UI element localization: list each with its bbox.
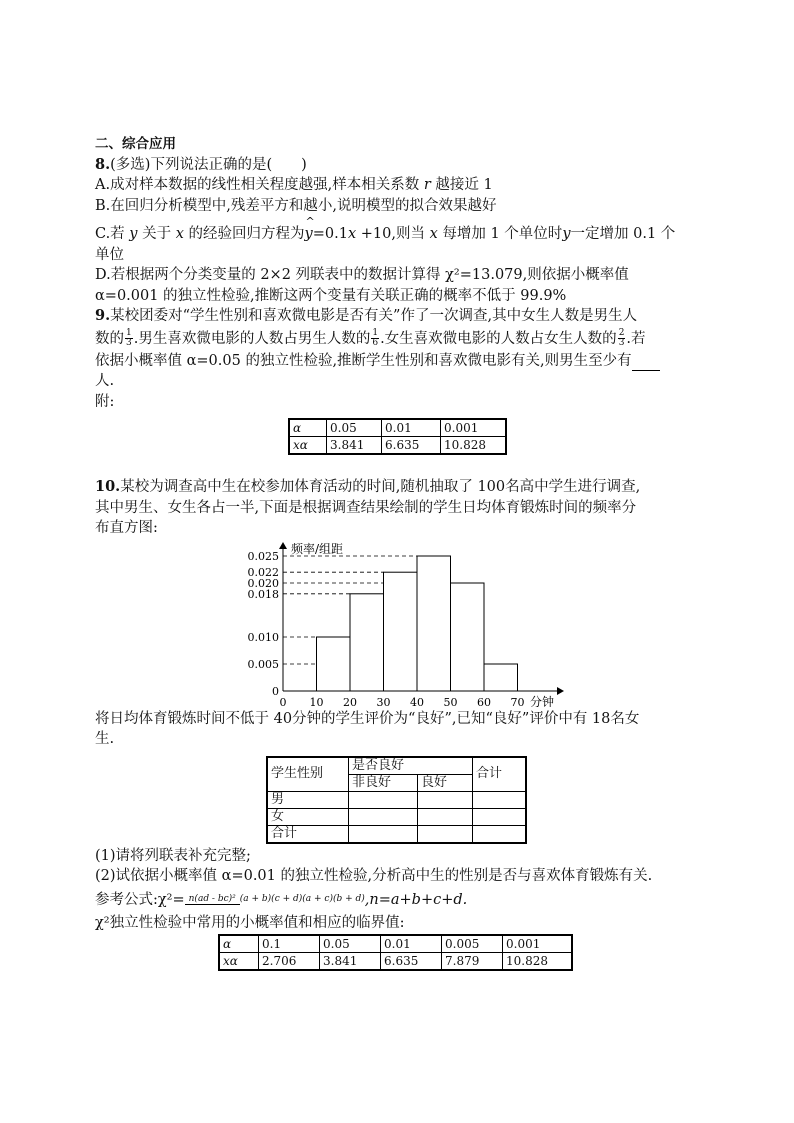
q10-formula (95, 887, 705, 913)
section-heading: 二、综合应用 (95, 136, 176, 152)
q10-crit-intro: χ²独立性检验中常用的小概率值和相应的临界值: (95, 914, 405, 931)
answer-cell[interactable] (418, 808, 473, 825)
x-tick-label: 70 (510, 695, 525, 707)
table-row (219, 935, 572, 953)
table-cell: 0.01 (382, 419, 441, 437)
q8-number: 8. (95, 155, 111, 173)
q10-line1 (95, 477, 705, 498)
x-tick-label: 30 (376, 695, 391, 707)
q10-part1: (1)请将列联表补充完整; (95, 847, 251, 864)
q10-s1: 某校为调查高中生在校参加体育活动的时间,随机抽取了 100名高中学生进行调查, (120, 479, 641, 495)
table-row (289, 437, 506, 455)
table-cell: 0.001 (503, 935, 573, 953)
table-cell: 0.05 (320, 935, 381, 953)
y-axis-label: 频率/组距 (291, 541, 344, 556)
table-cell: 3.841 (327, 437, 382, 455)
contingency-table (266, 756, 527, 844)
y-tick-label: 0.020 (247, 576, 279, 590)
q9-s2c: .女生喜欢微电影的人数占女生人数的 (380, 330, 617, 347)
q9-line2 (95, 327, 705, 351)
histogram-bar (451, 583, 485, 691)
q8-c-y2: y (562, 226, 571, 242)
table-cell: 3.841 (320, 953, 381, 971)
table-cell: 6.635 (381, 953, 442, 971)
q8-option-b: B.在回归分析模型中,残差平方和越小,说明模型的拟合效果越好 (95, 197, 497, 214)
q8-c-p5: 每增加 1 个单位时 (442, 226, 563, 242)
table-cell: α (289, 419, 327, 437)
answer-cell[interactable] (418, 825, 473, 843)
table-row (267, 808, 526, 825)
q9-critical-table (288, 418, 507, 455)
y-tick-label: 0.018 (247, 587, 279, 601)
q8-c-y: y (129, 226, 138, 242)
x-tick-label: 40 (410, 695, 424, 707)
q9-s2a: 数的 (95, 330, 124, 347)
frequency-histogram (235, 539, 595, 707)
q10-after1: 将日均体育锻炼时间不低于 40分钟的学生评价为“良好”,已知“良好”评价中有 18名女 (95, 710, 640, 727)
histogram-bar (384, 572, 418, 691)
q8-stem-text: (多选)下列说法正确的是( ) (110, 156, 307, 173)
q8-c-p1: C.若 (95, 226, 125, 242)
x-tick-label: 10 (309, 695, 324, 707)
header-total: 合计 (473, 757, 527, 792)
q8-a-pre: A.成对样本数据的线性相关程度越强,样本相关系数 (95, 177, 420, 193)
table-cell: xα (219, 953, 259, 971)
q9-answer-blank[interactable] (632, 356, 660, 371)
q10-part2: (2)试依据小概率值 α=0.01 的独立性检验,分析高中生的性别是否与喜欢体育锻炼有关. (95, 868, 653, 884)
histogram-bar (484, 664, 518, 691)
table-row (267, 825, 526, 843)
header-not-good: 非良好 (349, 774, 418, 791)
answer-cell[interactable] (473, 808, 527, 825)
q8-c-p4: +10,则当 (360, 226, 425, 242)
q8-a-var: r (423, 177, 431, 193)
table-cell: 10.828 (503, 953, 573, 971)
y-tick-label: 0.022 (247, 565, 279, 579)
q9-s1: 某校团委对“学生性别和喜欢微电影是否有关”作了一次调查,其中女生人数是男生人 (110, 308, 638, 324)
answer-cell[interactable] (349, 825, 418, 843)
q9-fraction-1: $\frac{1}{3}$ (126, 328, 132, 348)
table-row (289, 419, 506, 437)
answer-cell[interactable] (418, 791, 473, 808)
q10-number: 10. (95, 478, 121, 495)
q8-option-c-cont: 单位 (95, 246, 124, 263)
row-label-female: 女 (267, 808, 349, 825)
q9-s2b: .男生喜欢微电影的人数占男生人数的 (133, 330, 371, 347)
y-tick-label: 0.005 (247, 657, 279, 671)
y-tick-label: 0 (272, 684, 279, 698)
table-cell: 0.005 (442, 935, 503, 953)
header-gender: 学生性别 (267, 757, 349, 792)
q8-option-d-line2: α=0.001 的独立性检验,推断这两个变量有关联正确的概率不低于 99.9% (95, 287, 567, 304)
q10-line3: 布直方图: (95, 520, 158, 536)
q9-s3: 依据小概率值 α=0.05 的独立性检验,推断学生性别和喜欢微电影有关,则男生至少有 (95, 352, 632, 369)
q9-appendix: 附: (95, 393, 115, 410)
table-cell: 0.1 (259, 935, 320, 953)
q9-s2d: .若 (626, 330, 646, 347)
table-cell: 6.635 (382, 437, 441, 455)
table-cell: 0.05 (327, 419, 382, 437)
table-cell: 0.01 (381, 935, 442, 953)
answer-cell[interactable] (473, 825, 527, 843)
q8-option-a (95, 175, 705, 196)
x-tick-label: 60 (477, 695, 491, 707)
formula-suffix: ,n=a+b+c+d. (364, 891, 468, 908)
q8-option-c (95, 224, 705, 245)
critical-value-table (218, 934, 573, 971)
table-cell: xα (289, 437, 327, 455)
q9-fraction-3: $\frac{2}{3}$ (618, 328, 625, 348)
q8-c-yhat: ^ y (305, 224, 313, 245)
q8-c-x3: x (429, 226, 438, 242)
q8-c-p2: 关于 (142, 226, 172, 242)
q8-c-x: x (175, 226, 184, 242)
q9-line1 (95, 306, 705, 327)
chi-square-fraction: n(ad - bc)² (a + b)(c + d)(a + c)(b + d) (185, 894, 365, 905)
answer-cell[interactable] (349, 808, 418, 825)
row-label-male: 男 (267, 791, 349, 808)
histogram-bar (417, 556, 451, 691)
q8-c-eq: =0.1 (312, 226, 348, 242)
x-tick-label: 0 (279, 695, 287, 707)
answer-cell[interactable] (349, 791, 418, 808)
row-label-total: 合计 (267, 825, 349, 843)
q8-c-x2: x (347, 226, 357, 242)
table-cell: 2.706 (259, 953, 320, 971)
y-tick-label: 0.010 (247, 630, 279, 644)
table-row (219, 953, 572, 971)
table-cell: 0.001 (441, 419, 507, 437)
table-row (267, 757, 526, 775)
x-tick-label: 20 (343, 695, 357, 707)
table-row (267, 791, 526, 808)
x-tick-label: 50 (443, 695, 458, 707)
histogram-bar (350, 593, 384, 690)
worksheet (95, 132, 705, 971)
table-cell: 10.828 (441, 437, 507, 455)
q8-a-post: 越接近 1 (435, 177, 493, 193)
y-tick-label: 0.025 (247, 549, 279, 563)
x-axis-unit: 分钟 (530, 694, 555, 707)
q8-stem (95, 155, 705, 176)
q10-after2: 生. (95, 731, 115, 747)
header-is-good: 是否良好 (349, 757, 473, 775)
q9-fraction-2: $\frac{1}{6}$ (372, 328, 379, 348)
q8-c-p6: 一定增加 0.1 个 (570, 226, 676, 242)
table-cell: 7.879 (442, 953, 503, 971)
histogram-bar (317, 637, 351, 691)
q10-line2: 其中男生、女生各占一半,下面是根据调查结果绘制的学生日均体育锻炼时间的频率分 (95, 499, 637, 516)
q9-number: 9. (95, 307, 111, 324)
q8-c-p3: 的经验回归方程为 (188, 226, 305, 242)
q9-line4: 人. (95, 373, 115, 389)
q9-line3 (95, 351, 705, 372)
table-cell: α (219, 935, 259, 953)
formula-prefix: 参考公式:χ²= (95, 891, 185, 908)
q8-option-d-line1: D.若根据两个分类变量的 2×2 列联表中的数据计算得 χ²=13.079,则依据小概率值 (95, 267, 629, 283)
answer-cell[interactable] (473, 791, 527, 808)
header-good: 良好 (418, 774, 473, 791)
